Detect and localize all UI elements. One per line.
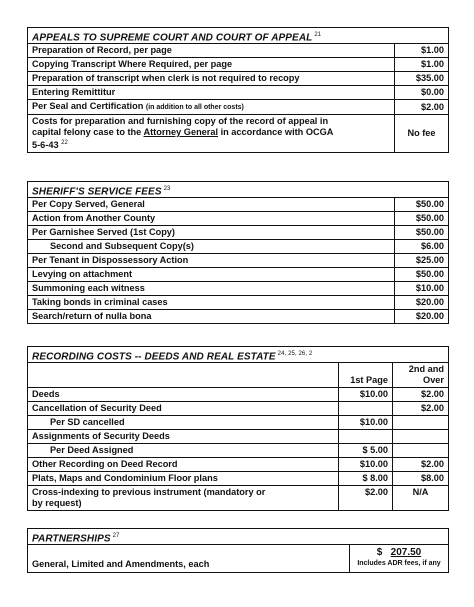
- row-desc: [28, 363, 338, 387]
- table-row: [28, 86, 448, 100]
- table-row: [28, 100, 448, 115]
- recording-header-ref: 24, 25, 26, 2: [277, 351, 313, 357]
- appeals-table: [27, 27, 449, 153]
- row-second: [392, 416, 448, 429]
- row-desc: Cancellation of Security Deed: [32, 403, 162, 413]
- partnerships-amount-cell: [349, 545, 448, 572]
- recording-table: [27, 346, 449, 511]
- table-row: [28, 282, 448, 296]
- row-desc: Deeds: [32, 389, 60, 399]
- cross-line2: by request): [32, 498, 82, 508]
- row-first: [338, 430, 392, 443]
- partnerships-amount: 207.50: [390, 547, 422, 558]
- sheriff-header-text: SHERIFF'S SERVICE FEES: [32, 186, 162, 198]
- appeals-header: [28, 28, 448, 44]
- table-row: [28, 416, 448, 430]
- row-desc: Entering Remittitur: [32, 87, 116, 97]
- row-desc: Levying on attachment: [32, 269, 133, 279]
- col-first-label: 1st Page: [350, 375, 388, 385]
- row-desc: [28, 115, 394, 152]
- table-row: [28, 226, 448, 240]
- partnerships-desc: General, Limited and Amendments, each: [32, 559, 210, 569]
- row-desc: Assignments of Security Deeds: [32, 431, 170, 441]
- row-second: $2.00: [392, 402, 448, 415]
- row-amount: $2.00: [394, 100, 448, 114]
- column-header-row: [28, 363, 448, 388]
- table-row: [28, 212, 448, 226]
- table-row: [28, 402, 448, 416]
- table-row: [28, 58, 448, 72]
- row-amount: $25.00: [394, 254, 448, 267]
- partnerships-header: [28, 529, 448, 545]
- row-desc: Other Recording on Deed Record: [32, 459, 178, 469]
- row-desc: Taking bonds in criminal cases: [32, 297, 168, 307]
- row-amount: $50.00: [394, 268, 448, 281]
- amount-sign: $: [376, 547, 383, 558]
- row-desc: [28, 486, 338, 510]
- felony-line3: [32, 138, 390, 151]
- sheriff-table: [27, 181, 449, 324]
- row-desc: Per Deed Assigned: [50, 445, 134, 455]
- partnerships-note: Includes ADR fees, if any: [357, 560, 441, 567]
- row-first: $ 5.00: [338, 444, 392, 457]
- row-desc: Copying Transcript Where Required, per page: [32, 59, 233, 69]
- row-amount: $1.00: [394, 44, 448, 57]
- table-row: [28, 72, 448, 86]
- row-amount: $10.00: [394, 282, 448, 295]
- row-second: $2.00: [392, 458, 448, 471]
- attorney-general-text: Attorney General: [143, 127, 219, 137]
- table-row: [28, 545, 448, 572]
- row-second: [392, 430, 448, 443]
- row-desc: Action from Another County: [32, 213, 156, 223]
- felony-ref: 22: [61, 140, 68, 146]
- row-first: [338, 402, 392, 415]
- row-desc: [28, 545, 349, 572]
- table-row: [28, 240, 448, 254]
- row-amount: $20.00: [394, 296, 448, 309]
- row-first: $ 8.00: [338, 472, 392, 485]
- row-desc: Preparation of Record, per page: [32, 45, 172, 55]
- table-row: [28, 430, 448, 444]
- felony-line2: [32, 127, 390, 138]
- row-desc: Per Tenant in Dispossessory Action: [32, 255, 189, 265]
- col-second-label-1: 2nd and: [408, 364, 444, 374]
- row-amount: $20.00: [394, 310, 448, 323]
- row-second: $8.00: [392, 472, 448, 485]
- sheriff-header-ref: 23: [163, 186, 171, 192]
- row-first: $2.00: [338, 486, 392, 510]
- table-row: [28, 296, 448, 310]
- row-amount: No fee: [394, 115, 448, 152]
- row-first: $10.00: [338, 416, 392, 429]
- row-desc: Plats, Maps and Condominium Floor plans: [32, 473, 218, 483]
- row-note: (in addition to all other costs): [145, 104, 244, 111]
- partnerships-table: [27, 528, 449, 573]
- felony-line1: Costs for preparation and furnishing copy of the record of appeal in: [32, 116, 329, 126]
- table-row: [28, 486, 448, 510]
- row-first: $10.00: [338, 458, 392, 471]
- table-row: [28, 458, 448, 472]
- recording-header: [28, 347, 448, 363]
- table-row: [28, 268, 448, 282]
- row-desc: [28, 100, 394, 114]
- row-amount: $50.00: [394, 226, 448, 239]
- table-row: [28, 472, 448, 486]
- row-desc: Search/return of nulla bona: [32, 311, 152, 321]
- partnerships-header-text: PARTNERSHIPS: [32, 533, 111, 545]
- appeals-header-text: APPEALS TO SUPREME COURT AND COURT OF APPEAL: [32, 32, 313, 44]
- table-row: [28, 44, 448, 58]
- row-amount: $1.00: [394, 58, 448, 71]
- table-row: [28, 388, 448, 402]
- col-second-label-2: Over: [423, 375, 444, 385]
- row-amount: $50.00: [394, 212, 448, 225]
- row-amount: $50.00: [394, 198, 448, 211]
- row-desc: Per Garnishee Served (1st Copy): [32, 227, 175, 237]
- row-amount: $6.00: [394, 240, 448, 253]
- row-desc: Per SD cancelled: [50, 417, 125, 427]
- row-desc: Summoning each witness: [32, 283, 145, 293]
- row-amount: $35.00: [394, 72, 448, 85]
- table-row: [28, 198, 448, 212]
- felony-line2-post: in accordance with OCGA: [218, 127, 334, 137]
- felony-line2-pre: capital felony case to the: [32, 127, 144, 137]
- partnerships-amount-line: [354, 546, 444, 559]
- row-second: N/A: [392, 486, 448, 510]
- partnerships-header-ref: 27: [112, 533, 120, 539]
- sheriff-header: [28, 182, 448, 198]
- table-row: [28, 115, 448, 152]
- table-row: [28, 310, 448, 323]
- felony-line3-text: 5-6-43: [32, 140, 59, 151]
- row-desc: Per Copy Served, General: [32, 199, 145, 209]
- cross-line1: Cross-indexing to previous instrument (mandatory or: [32, 487, 266, 497]
- row-desc-text: Per Seal and Certification: [32, 101, 144, 111]
- row-desc: Preparation of transcript when clerk is not required to recopy: [32, 73, 300, 83]
- table-row: [28, 254, 448, 268]
- table-row: [28, 444, 448, 458]
- recording-header-text: RECORDING COSTS -- DEEDS AND REAL ESTATE: [32, 351, 276, 363]
- row-desc: Second and Subsequent Copy(s): [50, 241, 194, 251]
- row-first: $10.00: [338, 388, 392, 401]
- col-first-page: [338, 363, 392, 387]
- col-second-page: [392, 363, 448, 387]
- row-second: [392, 444, 448, 457]
- row-second: $2.00: [392, 388, 448, 401]
- row-amount: $0.00: [394, 86, 448, 99]
- appeals-header-ref: 21: [314, 32, 322, 38]
